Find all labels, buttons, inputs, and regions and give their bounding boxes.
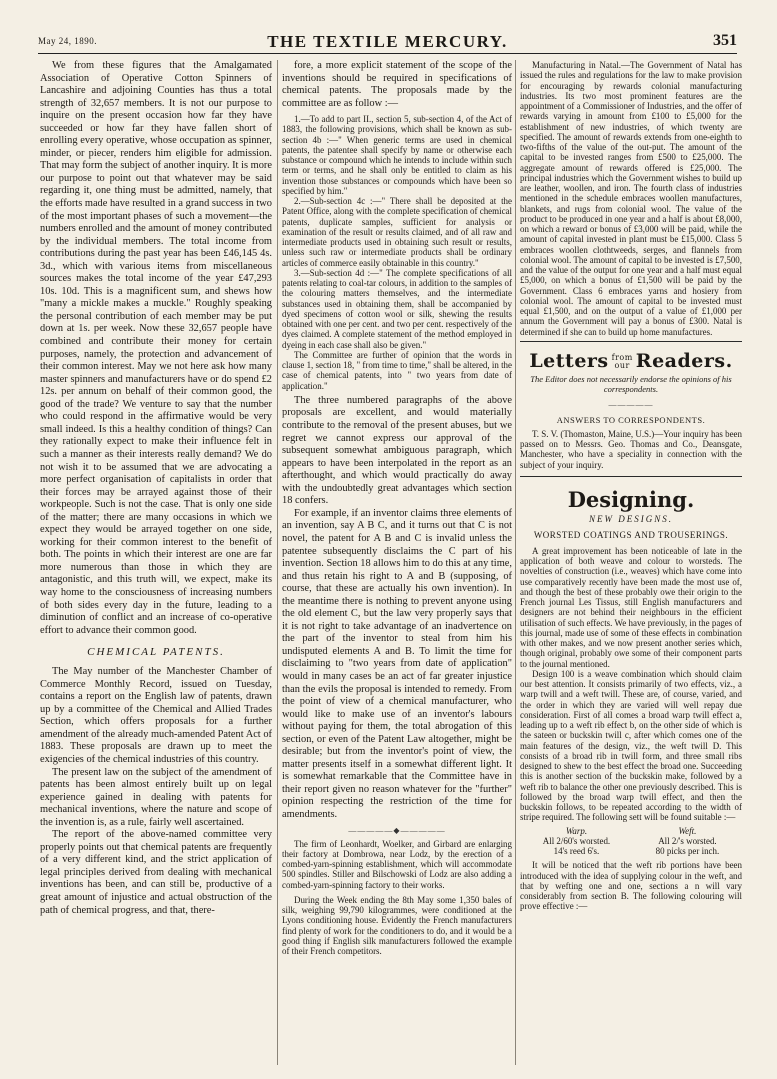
letters-our: our (614, 360, 630, 370)
letters-heading (520, 350, 742, 372)
worsted-heading: WORSTED COATINGS AND TROUSERINGS. (533, 529, 729, 540)
design-paragraph: A great improvement has been noticeable of late in the application of both weave and colour to worsteds. The novelties of construction (i.e., weaves) which have come into use comparatively recently have been made the most use of, and though the best of these probably owe their origin to the French journal Les Tissus, still English manufacturers and designers are not behind their neighbours in the efficient utilisation of such effects. We have previously, in the pages of this journal, made use of some of these effects in combination with other makes, and we now present another series which, though original, probably owe some of their component parts to the journal mentioned. (520, 545, 742, 669)
weft-line: All 2/'s worsted. (658, 835, 717, 846)
proposal-item: 3.—Sub-section 4d :—" The complete specifications of all patents relating to coal-tar colours, in addition to the samples of the colouring matters themselves, and the intermediate substances used in obtaining them, shall be accompanied by dyed specimens of cotton wool or silk, shewing the results obtained with one per cent. and two per cent. respectively of the dyes claimed. A complete statement of the method employed in dyeing in each case shall also be given." (282, 267, 512, 350)
column-1 (40, 60, 272, 1065)
designing-heading: Designing. (567, 486, 695, 512)
design-paragraph: It will be noticed that the weft rib portions have been introduced with the idea of supplying colour in the weft, and that by wefting one and one, sections a n will vary considerably from section B. The following colouring will prove effective :— (520, 860, 742, 912)
weft-line: 80 picks per inch. (655, 846, 720, 856)
letters-from: from (611, 352, 633, 362)
article-paragraph: fore, a more explicit statement of the scope of the inventions should be required in specifications of chemical patents. The proposals made by the committee are as follow :— (282, 60, 512, 109)
new-designs-heading: NEW DESIGNS. (589, 513, 673, 524)
letters-from-our (612, 354, 633, 370)
page-number: 351 (713, 32, 737, 49)
column-divider (277, 60, 278, 1065)
warp-line: All 2/60's worsted. (542, 835, 611, 846)
editor-disclaimer: The Editor does not necessarily endorse the opinions of his correspondents. (530, 373, 732, 394)
answer-item: T. S. V. (Thomaston, Maine, U.S.)—Your inquiry has been passed on to Messrs. Geo. Thomas and Co., Deansgate, Manchester, who have a speciality in connection with the subject of your inquiry. (520, 428, 742, 470)
readers-word: Readers. (635, 349, 733, 372)
article-paragraph: We from these figures that the Amalgamated Association of Operative Cotton Spinners of Lancashire and adjoining Counties has thus a total strength of 32,657 members. It is not our purpose to inquire on the present occasion how far they have succeeded or how far they have fallen short of enrolling every operative, whose occupation as spinner, minder, or piecer, renders him eligible for admission. That may form the subject of another inquiry. It is more our purpose to point out that whatever may be said regarding it, one thing must be admitted, namely, that the efforts made have resulted in a grand success in two of the most important phases of such a movement—the numbers enrolled and the amount of money contributed by the individual members. The total income from contributions during the past year has been £46,145 4s. 3d., which with various items from miscellaneous sources makes the total income of the year £47,293 10s. 10d. This is a magnificent sum, and shews how "many a mickle makes a muckle." Roughly speaking the personal contribution of each member may be put down at 1s. per week. Now these 32,657 people have combined and contribute their money for certain purposes, namely, the protection and advancement of their common interest. May we not here ask how many master spinners and manufacturers have or do spend £2 12s. per annum on behalf of their common good, the good of the trade? We venture to say that the number who could respond in the affirmative would be very small indeed. Is this a healthy condition of things? Can they rationally expect to make their influence felt in such a manner as their interests really demand? We do not wish it to be assumed that we are advocating a more perfect organisation of capitalists in order that their forces may be arrayed against those of their workpeople. Such is not the case. That is only one side of the matter; there are many occasions in which we expect they would be arrayed together on one side, working for their common interest to the benefit of both. The points in which their interest are one are far more numerous than those in which they are antagonistic, and this truth will, we expect, make its way home to the consciousness of increasing numbers of both sides every day in the future, leading to a diminution of conflict and an increase of co-operative effort to advance their common good. (40, 60, 272, 636)
proposal-item: 1.—To add to part II., section 5, sub-section 4, of the Act of 1883, the following provisions, which shall be known as sub-section 4b :—" When generic terms are used in chemical patents, the patentee shall specify by name or otherwise each substance or compound which he intends to include within such term or terms, and he shall only be entitled to claim as his invention those substances or compounds which have been so specified by him." (282, 114, 512, 196)
ornament-divider: —————◆————— (348, 825, 446, 835)
article-paragraph: The May number of the Manchester Chamber of Commerce Monthly Record, issued on Tuesday, contains a report on the English law of patents, drawn up by a committee of the Chemical and Allied Trades Section, which offers proposals for a further amendment of the already much-amended Patent Act of 1883. These proposals are drawn up to meet the exigencies of the chemical industries of this country. (40, 666, 272, 765)
warp-line: 14's reed 6's. (553, 846, 600, 856)
header-rule (38, 53, 737, 54)
issue-date: May 24, 1890. (38, 36, 97, 46)
section-heading-chemical-patents: CHEMICAL PATENTS. (87, 646, 225, 659)
news-item-natal: Manufacturing in Natal.—The Government of Natal has issued the rules and regulations for the law to make provision for encouraging by rewards colonial manufacturing industries. Its two most prominent features are the appointment of a Commissioner of Industries, and the offer of rewards varying in amount from £100 to £5,000 for the establishment of new industries, of which twenty are specified. The amount of rewards extends from one-eighth to two-fifths of the value of the out-put. The amount of the capital to be invested ranges from £500 to £25,000. The aggregate amount of rewards offered is £25,000. The principal industries which the Government wishes to build up are leather, woollen, and iron. The fourth class of industries mentioned in the schedule embraces woollen manufactures, blankets, and rugs from colonial wool. The value of the product to be produced in one year and a half is about £8,000, on which a reward or bonus of £3,000 will be paid, while the amount of capital invested in plant must be £15,000. Class 5 embraces woollen clothtweeds, serges, and flannels from colonial wool. The amount of capital to be invested is £7,500, and the value of the output for one year and a half must equal £5,000, on which a bonus of £1,500 will be paid by the Government. Class 6 embraces yarns and hosiery from colonial wool. The amount of capital to be invested must equal £1,500, and on the output of a value of £1,000 per annum the Government will pay a bonus of £300. Natal is determined if she can to build up home manufactures. (520, 60, 742, 337)
news-item: During the Week ending the 8th May some 1,350 bales of silk, weighing 99,790 kilogrammes, were conditioned at the Lyons conditioning house. Evidently the French manufacturers find plenty of work for the conditioners to do, and it would be a good thing if English silk manufacturers followed the example of their French competitors. (282, 894, 512, 957)
section-rule (520, 341, 742, 342)
weft-column (656, 826, 720, 857)
page-header (38, 26, 737, 52)
weft-header: Weft. (678, 825, 697, 836)
article-paragraph: The three numbered paragraphs of the above proposals are excellent, and would materially contribute to the removal of the present abuses, but we regret we cannot express our approval of the subsequent somewhat ambiguous paragraph, which appears to have been interpolated in the report as an afterthought, and which would practically do away with the undoubtedly great advantages which section 18 confers. (282, 394, 512, 507)
warp-header: Warp. (565, 825, 588, 836)
ornament-divider: ————— (608, 399, 654, 409)
answers-heading: ANSWERS TO CORRESPONDENTS. (556, 414, 706, 425)
letters-word: Letters (529, 349, 609, 372)
warp-column (543, 826, 610, 857)
article-paragraph: The present law on the subject of the amendment of patents has been almost entirely built up on legal experience gained in dealing with patents for mechanical inventions, where the nature and scope of the invention is, as a rule, fairly well ascertained. (40, 766, 272, 828)
column-divider (515, 60, 516, 1065)
column-2 (282, 60, 512, 1065)
masthead-title: THE TEXTILE MERCURY. (267, 32, 508, 51)
sett-table (520, 826, 742, 857)
proposal-item: 2.—Sub-section 4c :—" There shall be deposited at the Patent Office, along with the complete specification of chemical patents, duplicate samples, sufficient for analysis or examination of the result or results claimed, and of all raw and intermediate products used in obtaining such result or results, unless such raw or intermediate products shall be ordinary articles of commerce easily obtainable in this country." (282, 196, 512, 268)
design-paragraph: Design 100 is a weave combination which should claim our best attention. It consists primarily of two effects, viz., a warp twill and a weft twill. These are, of course, varied, and the order in which they are varied will well repay due consideration. First of all comes a broad warp twill effect a, leading up to a weft rib effect b, on the other side of which is the sateen or buckskin twill c, after which comes one of the main features of the design, viz., the weft twill D. This consists of a broad rib in twill form, and three small ribs designed to shew to the best effect the broad one. Succeeding this is another section of the buckskin make, followed by a weft rib to balance the other one previously described. This is followed by the broad warp twill effect, and then the buckskin follows, to be repeated according to the width of stripe required. The following sett will be found suitable :— (520, 668, 742, 823)
article-paragraph: For example, if an inventor claims three elements of an invention, say A B C, and it turns out that C is not novel, the patent for A B and C is invalid unless the patentee subsequently disclaims the C part of his invention. Section 18 allows him to do this at any time, and thus retain his right to A and B (supposing, of course, that these are actually his own invention). In the meantime there is nothing to prevent anyone using the old element C, but the law very properly says that it is not right to take advantage of an inadvertence on the part of the inventor to steal from him his undisputed elements A and B. To limit the time for disclaiming to "two years from date of application" would in many cases be an act of far greater injustice than the evils the proposal is intended to remedy. From the point of view of a chemical manufacturer, who would like to make use of an inventor's labours without paying for them, the total abrogation of this section, or even of the Patent Law altogether, might be desirable; but from the inventor's point of view, the matter presents itself in a somewhat different light. It is somewhat remarkable that the Committee have in their report given no reason whatever for the "further" opinion respecting the restriction of the time for amendments. (282, 507, 512, 820)
news-item: The firm of Leonhardt, Woelker, and Girbard are enlarging their factory at Dombrowa, near Lodz, by the erection of a combed-yarn-spinning establishment, which will accommodate 500 spindles. Stiller and Bilschowski of Lodz are also adding a combed-yarn-spinning factory to their works. (282, 838, 512, 890)
section-rule (520, 476, 742, 477)
column-3 (520, 60, 742, 1065)
article-paragraph: The report of the above-named committee very properly points out that chemical patents are frequently of a very different kind, and the strict application of legal principles derived from dealing with mechanical inventions has been, and can still be, productive of a great amount of injustice and actual obstruction of the path of chemical progress, and that, there- (40, 829, 272, 916)
proposal-item: The Committee are further of opinion that the words in clause 1, section 18, " from time to time," shall be altered, in the case of chemical patents, into " two years from date of application." (282, 349, 512, 391)
